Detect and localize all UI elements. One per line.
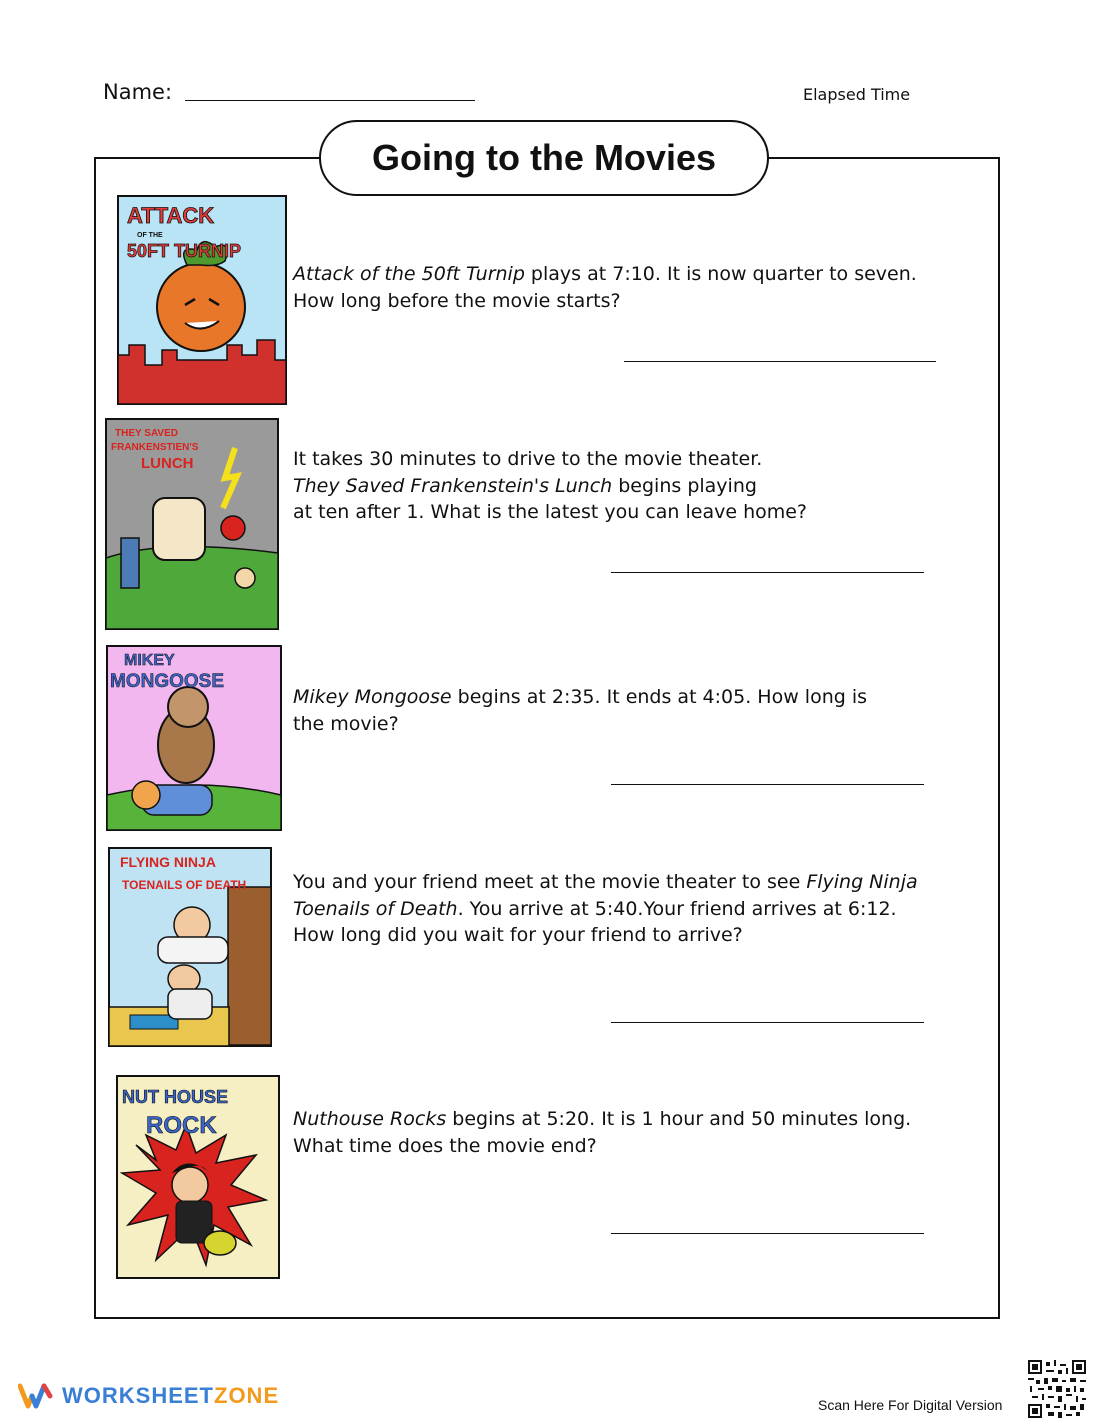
name-input-line[interactable] [185, 80, 475, 101]
answer-line-4[interactable] [611, 1022, 924, 1023]
answer-line-3[interactable] [611, 784, 924, 785]
question-5: Nuthouse Rocks begins at 5:20. It is 1 hour and 50 minutes long. What time does the movie end? [293, 1108, 912, 1157]
svg-text:LUNCH: LUNCH [141, 455, 194, 472]
movie-title-4b: Toenails of Death [293, 897, 458, 920]
svg-text:OF THE: OF THE [137, 232, 163, 239]
svg-text:MIKEY: MIKEY [124, 652, 175, 669]
page-title: Going to the Movies [319, 120, 769, 196]
movie-title-5: Nuthouse Rocks [293, 1108, 447, 1130]
flying-ninja-poster-icon [108, 847, 272, 1047]
question-2: It takes 30 minutes to drive to the movie theater. They Saved Frankenstein's Lunch begins playing at ten after 1. What is the latest you can leave home? [293, 448, 808, 523]
svg-text:TOENAILS OF DEATH: TOENAILS OF DEATH [122, 878, 247, 892]
answer-line-5[interactable] [611, 1233, 924, 1234]
svg-text:FLYING NINJA: FLYING NINJA [120, 854, 216, 870]
name-field-row [103, 80, 475, 104]
nuthouse-rock-poster-icon [116, 1075, 280, 1279]
worksheetzone-logo[interactable] [18, 1382, 279, 1410]
scan-instruction: Scan Here For Digital Version [818, 1397, 1003, 1413]
attack-turnip-poster-icon [117, 195, 287, 405]
frankenstein-lunch-poster-icon [105, 418, 279, 630]
svg-text:NUT HOUSE: NUT HOUSE [122, 1087, 229, 1107]
poster1-title-line1: ATTACK [127, 203, 215, 228]
movie-title-4a: Flying Ninja [806, 871, 918, 893]
mikey-mongoose-poster-icon [106, 645, 282, 831]
name-label: Name: [103, 80, 173, 104]
svg-text:ROCK: ROCK [146, 1112, 217, 1139]
movie-title-1: Attack of the 50ft Turnip [293, 263, 525, 285]
movie-title-3: Mikey Mongoose [293, 686, 452, 708]
answer-line-2[interactable] [611, 572, 924, 573]
qr-code-icon[interactable] [1028, 1360, 1086, 1422]
worksheet-subject: Elapsed Time [803, 85, 911, 104]
svg-text:FRANKENSTIEN'S: FRANKENSTIEN'S [111, 442, 199, 453]
brand-name: WORKSHEETZONE [62, 1383, 280, 1408]
movie-title-2: They Saved Frankenstein's Lunch [293, 474, 613, 497]
question-1: Attack of the 50ft Turnip plays at 7:10. It is now quarter to seven. How long before the movie starts? [293, 263, 917, 312]
question-4: You and your friend meet at the movie theater to see Flying Ninja Toenails of Death. You arrive at 5:40.Your friend arrives at 6:12. How long did you wait for your friend to arrive? [293, 871, 918, 946]
answer-line-1[interactable] [624, 361, 936, 362]
question-3: Mikey Mongoose begins at 2:35. It ends at 4:05. How long is the movie? [293, 686, 868, 735]
svg-text:MONGOOSE: MONGOOSE [110, 671, 225, 692]
svg-text:THEY SAVED: THEY SAVED [115, 428, 178, 439]
worksheetzone-logo-icon [18, 1382, 54, 1410]
svg-text:50FT TURNIP: 50FT TURNIP [127, 241, 242, 261]
